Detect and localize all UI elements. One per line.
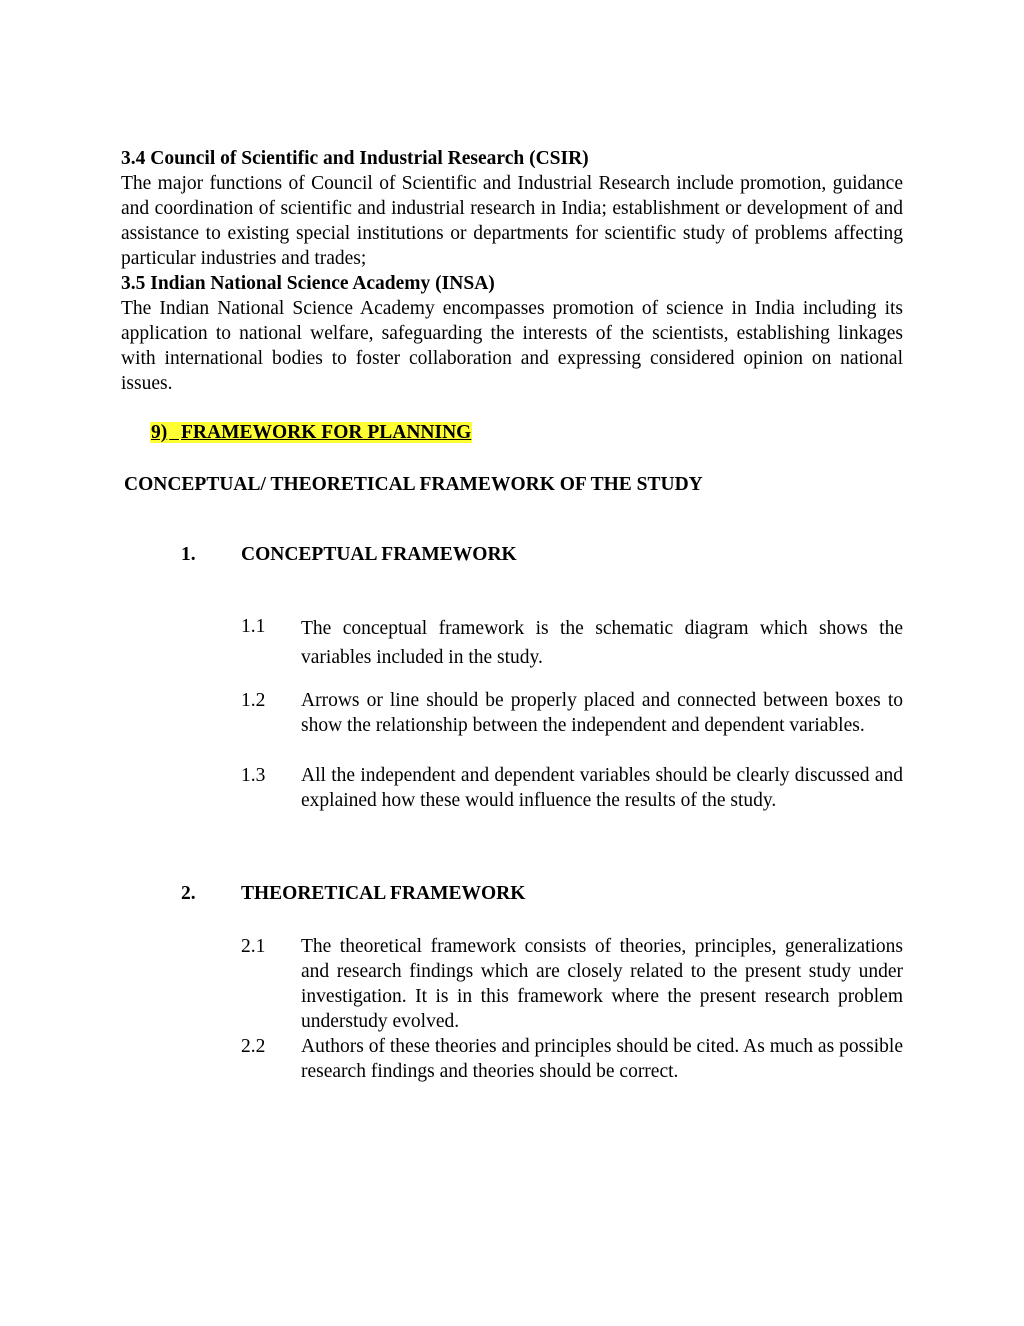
list-item: All the independent and dependent variables should be clearly discussed and explained how these would influence the results of the study. — [301, 765, 903, 811]
section-csir — [121, 146, 903, 271]
section-insa-title: 3.5 Indian National Science Academy (INSA) — [121, 273, 495, 294]
section-insa — [121, 271, 903, 396]
section-csir-body: The major functions of Council of Scientific and Industrial Research include promotion, guidance and coordination of scientific and industrial research in India; establishment or development of and assistance to existing special institutions or departments for scientific study of problems affecting particular industries and trades; — [121, 173, 903, 269]
theoretical-number: 2. — [181, 883, 196, 904]
section-csir-title: 3.4 Council of Scientific and Industrial Research (CSIR) — [121, 148, 589, 169]
list-item: The theoretical framework consists of theories, principles, generalizations and research findings which are closely related to the present study under investigation. It is in this framework where the present research problem understudy evolved. — [301, 936, 903, 1032]
list-item: The conceptual framework is the schematic diagram which shows the variables included in the study. — [301, 618, 903, 668]
conceptual-title: CONCEPTUAL FRAMEWORK — [241, 544, 517, 565]
item-number: 1.3 — [241, 765, 266, 786]
framework-heading-text: FRAMEWORK FOR PLANNING — [181, 422, 472, 443]
section-insa-body: The Indian National Science Academy encompasses promotion of science in India including its application to national welfare, safeguarding the interests of the scientists, establishing linkages with international bodies to foster collaboration and expressing considered opinion on national issues. — [121, 298, 903, 394]
list-item: Arrows or line should be properly placed and connected between boxes to show the relationship between the independent and dependent variables. — [301, 690, 903, 736]
framework-heading-number: 9) — [151, 422, 168, 443]
item-number: 1.1 — [241, 616, 266, 637]
item-number: 2.1 — [241, 936, 266, 957]
list-item: Authors of these theories and principles should be cited. As much as possible research findings and theories should be correct. — [301, 1036, 903, 1082]
theoretical-title: THEORETICAL FRAMEWORK — [241, 883, 526, 904]
study-heading: CONCEPTUAL/ THEORETICAL FRAMEWORK OF THE STUDY — [124, 474, 703, 495]
item-number: 1.2 — [241, 690, 266, 711]
framework-heading — [150, 421, 472, 445]
item-number: 2.2 — [241, 1036, 266, 1057]
conceptual-number: 1. — [181, 544, 196, 565]
